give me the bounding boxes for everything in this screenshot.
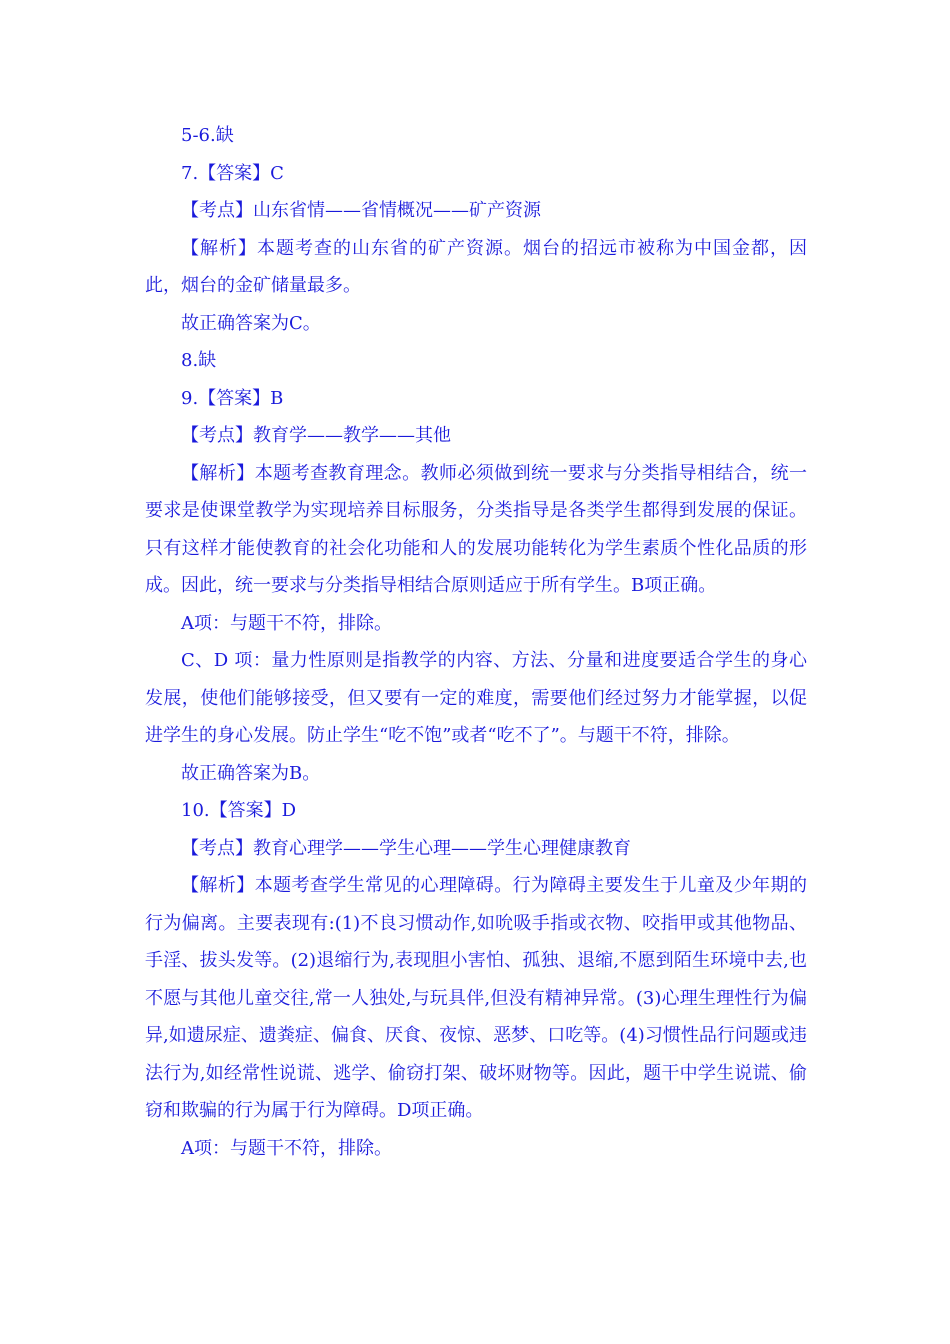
paragraph-q9-analysis: 【解析】本题考查教育理念。教师必须做到统一要求与分类指导相结合，统一要求是使课堂教学为实现培养目标服务，分类指导是各类学生都得到发展的保证。只有这样才能使教育的社会化功能和人的发展功能转化为学生素质个性化品质的形成。因此，统一要求与分类指导相结合原则适应于所有学生。B项正确。 [145, 462, 807, 596]
paragraph-q10-answer: 10.【答案】D [181, 800, 297, 821]
paragraph-q9-conclusion: 故正确答案为B。 [181, 762, 321, 784]
paragraph-q9-option-cd: C、D 项：量力性原则是指教学的内容、方法、分量和进度要适合学生的身心发展，使他们能够接受，但又要有一定的难度，需要他们经过努力才能掌握，以促进学生的身心发展。防止学生“吃不饱”或者“吃不了”。与题干不符，排除。 [145, 650, 807, 746]
paragraph-q7-conclusion: 故正确答案为C。 [181, 312, 321, 334]
paragraph-q5-6-missing: 5-6.缺 [181, 125, 234, 146]
paragraph-q10-topic: 【考点】教育心理学——学生心理——学生心理健康教育 [181, 837, 631, 859]
paragraph-q9-topic: 【考点】教育学——教学——其他 [181, 425, 451, 446]
paragraph-q7-answer: 7.【答案】C [181, 162, 284, 184]
paragraph-q7-analysis: 【解析】本题考查的山东省的矿产资源。烟台的招远市被称为中国金都，因此，烟台的金矿储量最多。 [145, 237, 807, 296]
paragraph-q9-option-a: A项：与题干不符，排除。 [181, 612, 392, 634]
paragraph-q8-missing: 8.缺 [181, 350, 217, 371]
paragraph-q7-topic: 【考点】山东省情——省情概况——矿产资源 [181, 200, 541, 221]
paragraph-q10-option-a: A项：与题干不符，排除。 [181, 1137, 392, 1159]
document-body [145, 117, 807, 1167]
paragraph-q10-analysis: 【解析】本题考查学生常见的心理障碍。行为障碍主要发生于儿童及少年期的行为偏离。主要表现有:(1)不良习惯动作,如吮吸手指或衣物、咬指甲或其他物品、手淫、拔头发等。(2)退缩行为,表现胆小害怕、孤独、退缩,不愿到陌生环境中去,也不愿与其他儿童交往,常一人独处,与玩具伴,但没有精神异常。(3)心理生理性行为偏异,如遗尿症、遗粪症、偏食、厌食、夜惊、恶梦、口吃等。(4)习惯性品行问题或违法行为,如经常性说谎、逃学、偷窃打架、破坏财物等。因此，题干中学生说谎、偷窃和欺骗的行为属于行为障碍。D项正确。 [145, 875, 807, 1121]
paragraph-q9-answer: 9.【答案】B [181, 387, 284, 409]
